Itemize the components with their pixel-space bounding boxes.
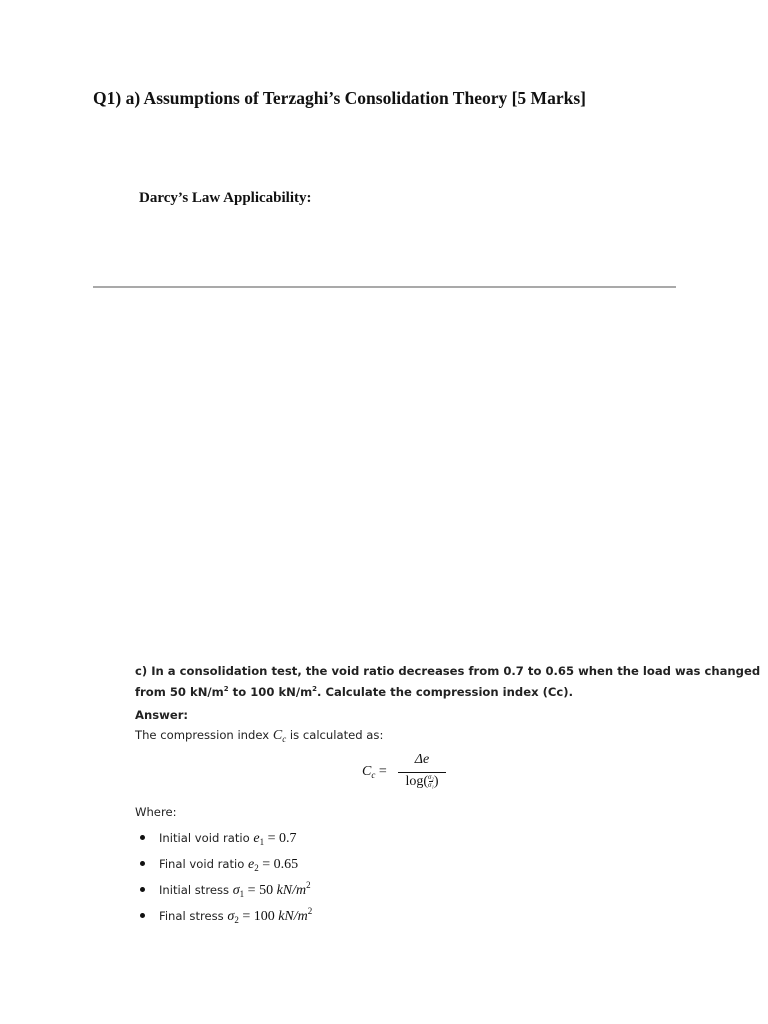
answer-intro xyxy=(135,728,383,744)
question-title: Q1) a) Assumptions of Terzaghi’s Consolidation Theory [5 Marks] xyxy=(93,88,586,108)
question-c-part-c: . Calculate the compression index (Cc). xyxy=(317,685,573,699)
compression-index-formula xyxy=(360,752,450,798)
answer-intro-after: is calculated as: xyxy=(286,728,384,742)
question-c-line-2 xyxy=(135,682,695,703)
stress-ratio: $\frac{\text{σ₂}}{\text{σ₁}}$ xyxy=(428,773,434,790)
question-c-part-b: to 100 kN/m xyxy=(228,685,313,699)
bullet-label: Final void ratio xyxy=(159,857,249,871)
bullet-icon xyxy=(140,835,145,840)
bullet-variable: $e_2 = 0.65$ xyxy=(248,857,299,873)
answer-label: Answer: xyxy=(135,708,189,722)
bullet-variable: $\sigma_1 = 50$ $kN/m^2$ xyxy=(232,880,311,899)
bullet-icon xyxy=(140,887,145,892)
bullet-label: Initial void ratio xyxy=(159,831,254,845)
formula-fraction xyxy=(398,752,446,798)
bullet-variable: $e_1 = 0.7$ xyxy=(253,831,297,847)
question-c-text xyxy=(135,661,761,703)
question-c-line-1: c) In a consolidation test, the void ratio decreases from 0.7 to 0.65 when the load was changed xyxy=(135,664,761,678)
question-c-part-a: from 50 kN/m xyxy=(135,685,224,699)
fraction-bar xyxy=(398,772,446,773)
where-label: Where: xyxy=(135,805,177,819)
section-divider xyxy=(93,286,676,288)
bullet-label: Final stress xyxy=(159,909,228,923)
compression-index-symbol: $C_c$ xyxy=(272,728,287,744)
answer-intro-before: The compression index xyxy=(135,728,273,742)
bullet-variable: $\sigma_2 = 100$ $kN/m^2$ xyxy=(227,906,313,925)
bullet-icon xyxy=(140,861,145,866)
unit-exponent: 2 xyxy=(312,685,318,694)
darcy-law-heading: Darcy’s Law Applicability: xyxy=(139,190,312,206)
formula-lhs: $C_c$ = xyxy=(362,764,387,780)
bullet-icon xyxy=(140,913,145,918)
unit-exponent: 2 xyxy=(223,685,229,694)
formula-denominator: $\log(\frac{\text{σ₂}}{\text{σ₁}})$ xyxy=(405,773,439,790)
bullet-label: Initial stress xyxy=(159,883,233,897)
formula-numerator: Δe xyxy=(414,752,430,767)
